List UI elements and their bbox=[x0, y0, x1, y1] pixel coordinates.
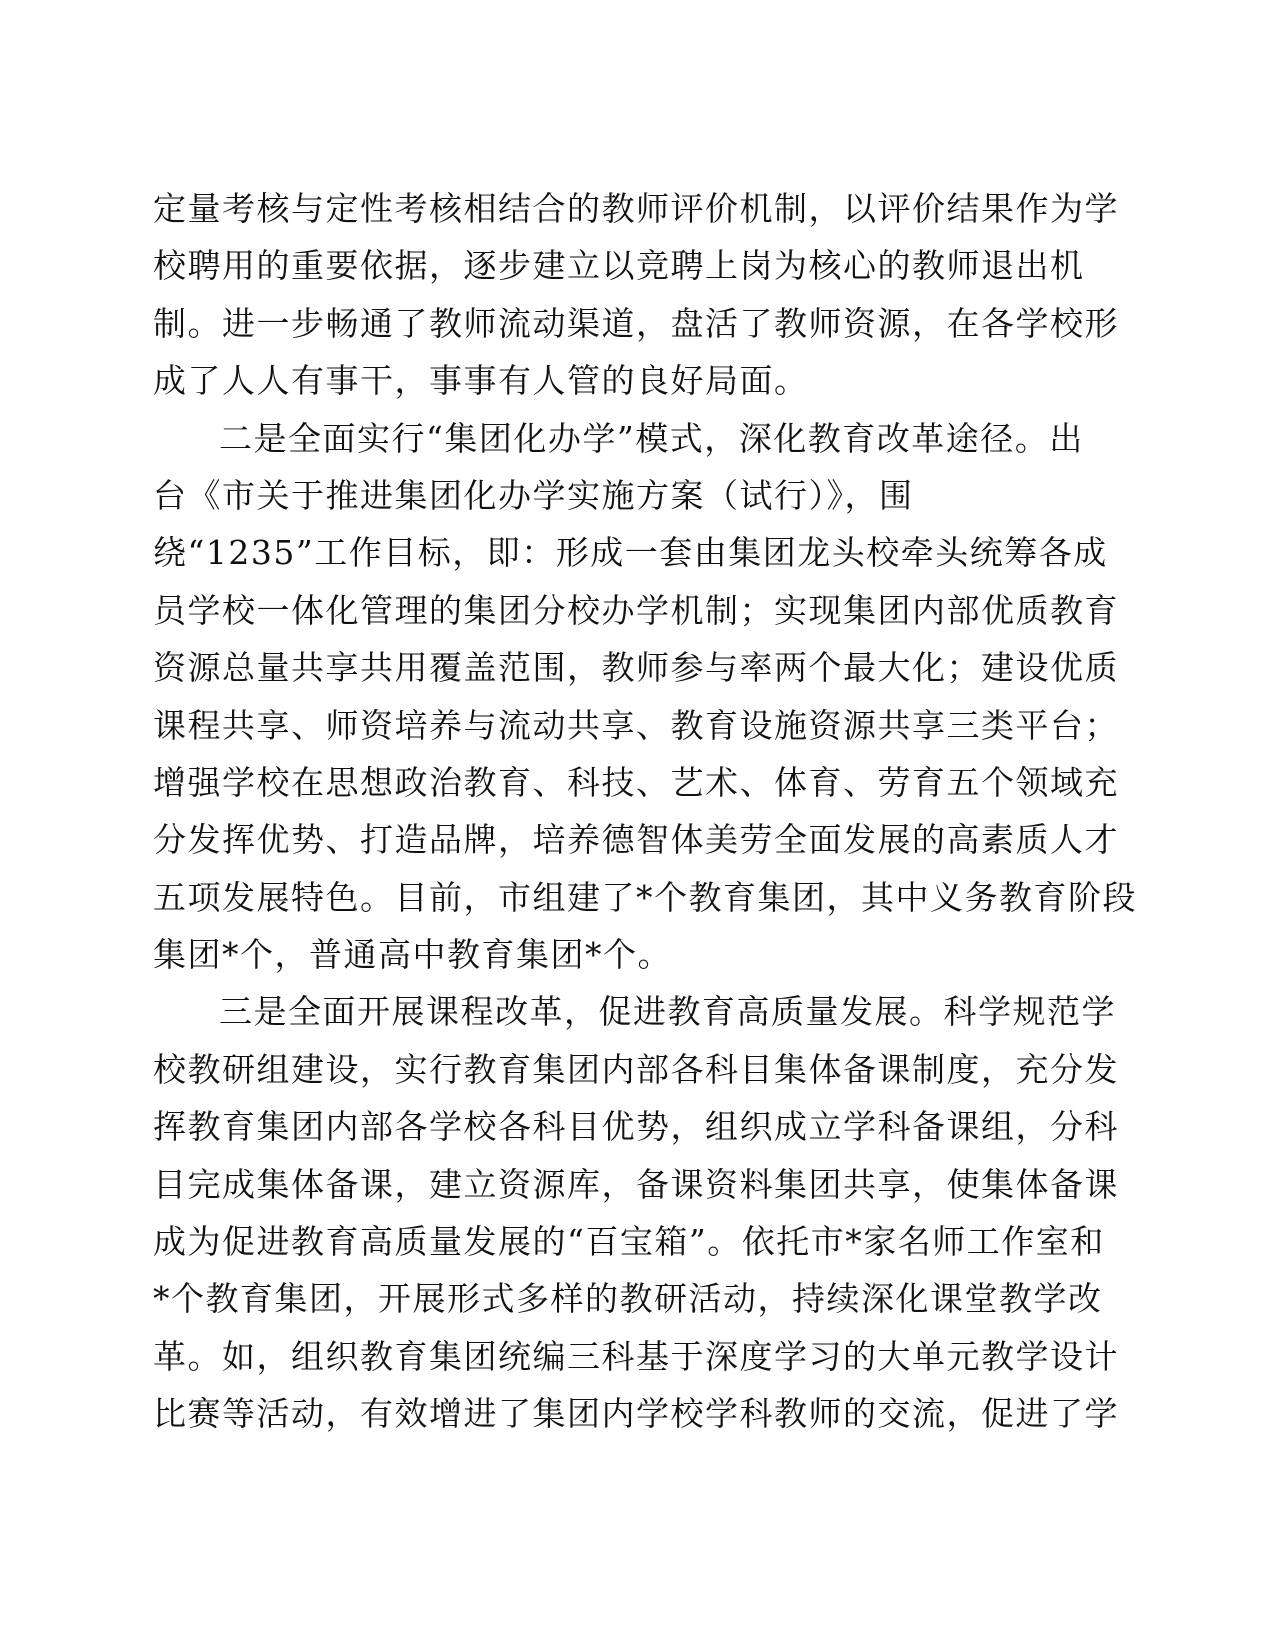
text-line: 革。如，组织教育集团统编三科基于深度学习的大单元教学设计 bbox=[153, 1336, 1119, 1376]
text-line: 制。进一步畅通了教师流动渠道，盘活了教师资源，在各学校形 bbox=[153, 303, 1119, 343]
text-line: 增强学校在思想政治教育、科技、艺术、体育、劳育五个领域充 bbox=[153, 762, 1119, 802]
text-line: 目完成集体备课，建立资源库，备课资料集团共享，使集体备课 bbox=[153, 1164, 1119, 1204]
paragraph-start-line: 三是全面开展课程改革，促进教育高质量发展。科学规范学 bbox=[219, 992, 1116, 1032]
text-line: 五项发展特色。目前，市组建了*个教育集团，其中义务教育阶段 bbox=[153, 877, 1137, 917]
text-line: 校聘用的重要依据，逐步建立以竞聘上岗为核心的教师退出机 bbox=[153, 246, 1085, 286]
text-line: 员学校一体化管理的集团分校办学机制；实现集团内部优质教育 bbox=[153, 590, 1119, 630]
text-line: 校教研组建设，实行教育集团内部各科目集体备课制度，充分发 bbox=[153, 1049, 1119, 1089]
text-line: 分发挥优势、打造品牌，培养德智体美劳全面发展的高素质人才 bbox=[153, 820, 1119, 860]
text-line: 台《市关于推进集团化办学实施方案（试行）》，围 bbox=[153, 475, 914, 515]
text-line: *个教育集团，开展形式多样的教研活动，持续深化课堂教学改 bbox=[153, 1279, 1103, 1319]
text-line: 集团*个，普通高中教育集团*个。 bbox=[153, 935, 672, 975]
text-line: 课程共享、师资培养与流动共享、教育设施资源共享三类平台； bbox=[153, 705, 1119, 745]
text-line: 资源总量共享共用覆盖范围，教师参与率两个最大化；建设优质 bbox=[153, 648, 1119, 688]
text-line: 成为促进教育高质量发展的“百宝箱”。依托市*家名师工作室和 bbox=[153, 1222, 1105, 1262]
text-line: 成了人人有事干，事事有人管的良好局面。 bbox=[153, 361, 809, 401]
text-line: 比赛等活动，有效增进了集团内学校学科教师的交流，促进了学 bbox=[153, 1394, 1119, 1434]
text-line: 定量考核与定性考核相结合的教师评价机制，以评价结果作为学 bbox=[153, 189, 1119, 228]
paragraph-start-line: 二是全面实行“集团化办学”模式，深化教育改革途径。出 bbox=[219, 418, 1084, 458]
body-text bbox=[153, 180, 1137, 1443]
text-line: 挥教育集团内部各学校各科目优势，组织成立学科备课组，分科 bbox=[153, 1107, 1119, 1147]
text-line: 绕“1235”工作目标，即：形成一套由集团龙头校牵头统筹各成 bbox=[153, 533, 1108, 573]
